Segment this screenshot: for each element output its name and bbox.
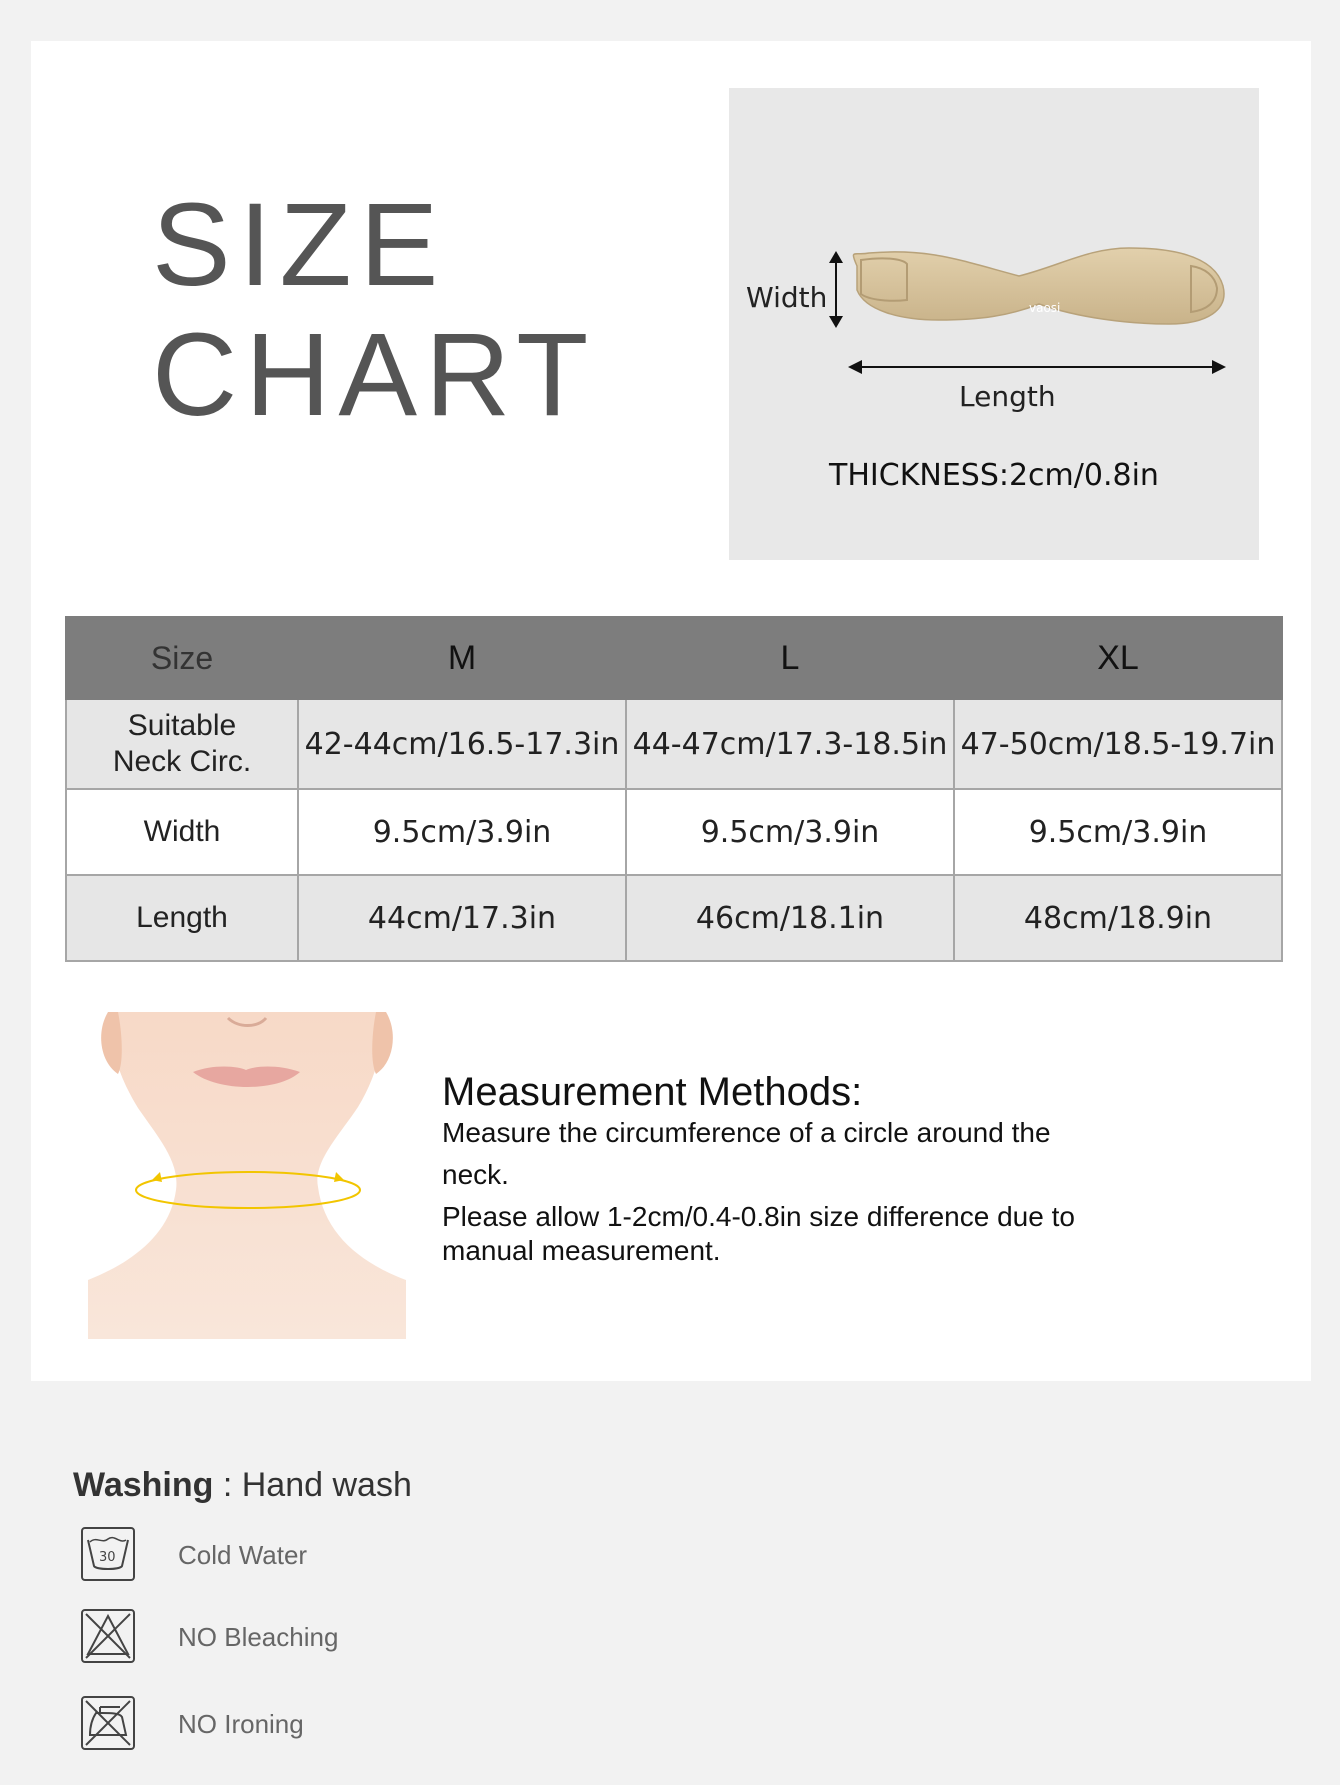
washing-heading — [73, 1466, 412, 1505]
table-cell: 9.5cm/3.9in — [626, 789, 954, 875]
product-dimension-panel — [729, 88, 1259, 560]
table-row — [66, 789, 1282, 875]
thickness-label: THICKNESS:2cm/0.8in — [829, 458, 1159, 493]
row-label-neck-circ — [66, 699, 298, 789]
title-line-chart: CHART — [152, 309, 597, 441]
width-arrow-down — [829, 316, 843, 328]
table-cell: 46cm/18.1in — [626, 875, 954, 961]
methods-heading: Measurement Methods: — [442, 1070, 863, 1114]
methods-line: manual measurement. — [442, 1235, 721, 1266]
measurement-methods — [442, 1068, 1182, 1268]
care-text: NO Bleaching — [178, 1622, 339, 1652]
table-header-cell: L — [626, 617, 954, 699]
table-header-row — [66, 617, 1282, 699]
table-header-cell: XL — [954, 617, 1282, 699]
care-text: Cold Water — [178, 1540, 308, 1570]
table-row — [66, 699, 1282, 789]
length-arrow-right — [1212, 360, 1226, 374]
neck-measurement-image — [88, 1012, 406, 1339]
title-line-size: SIZE — [152, 179, 447, 311]
care-text: NO Ironing — [178, 1709, 304, 1739]
washing-label: Washing — [73, 1466, 214, 1504]
table-cell: 47-50cm/18.5-19.7in — [954, 699, 1282, 789]
washing-value: Hand wash — [241, 1466, 412, 1504]
width-arrow-up — [829, 251, 843, 263]
table-header-cell: M — [298, 617, 626, 699]
care-item-no-ironing — [80, 1695, 480, 1751]
no-iron-icon — [80, 1695, 136, 1751]
methods-line: Measure the circumference of a circle around the — [442, 1117, 1051, 1148]
size-table — [65, 616, 1283, 962]
length-label: Length — [959, 380, 1056, 413]
no-bleach-icon — [80, 1608, 136, 1664]
brand-logo: vaosi — [1029, 301, 1061, 315]
care-item-no-bleaching — [80, 1608, 480, 1664]
wash-30-icon — [80, 1526, 136, 1582]
table-cell: 44cm/17.3in — [298, 875, 626, 961]
width-label: Width — [746, 281, 828, 314]
row-label-width: Width — [66, 789, 298, 875]
methods-line: neck. — [442, 1159, 509, 1190]
care-item-cold-water — [80, 1526, 480, 1582]
table-row — [66, 875, 1282, 961]
table-header-cell: Size — [66, 617, 298, 699]
table-cell: 42-44cm/16.5-17.3in — [298, 699, 626, 789]
row-label-line: Neck Circ. — [112, 745, 252, 778]
row-label-line: Suitable — [127, 709, 237, 742]
table-cell: 48cm/18.9in — [954, 875, 1282, 961]
table-cell: 9.5cm/3.9in — [954, 789, 1282, 875]
length-arrow-left — [848, 360, 862, 374]
row-label-length: Length — [66, 875, 298, 961]
svg-text:30: 30 — [99, 1550, 116, 1565]
washing-separator: : — [213, 1466, 242, 1504]
table-cell: 9.5cm/3.9in — [298, 789, 626, 875]
page-title — [152, 180, 596, 440]
methods-line: Please allow 1-2cm/0.4-0.8in size difference due to — [442, 1201, 1075, 1232]
table-cell: 44-47cm/17.3-18.5in — [626, 699, 954, 789]
